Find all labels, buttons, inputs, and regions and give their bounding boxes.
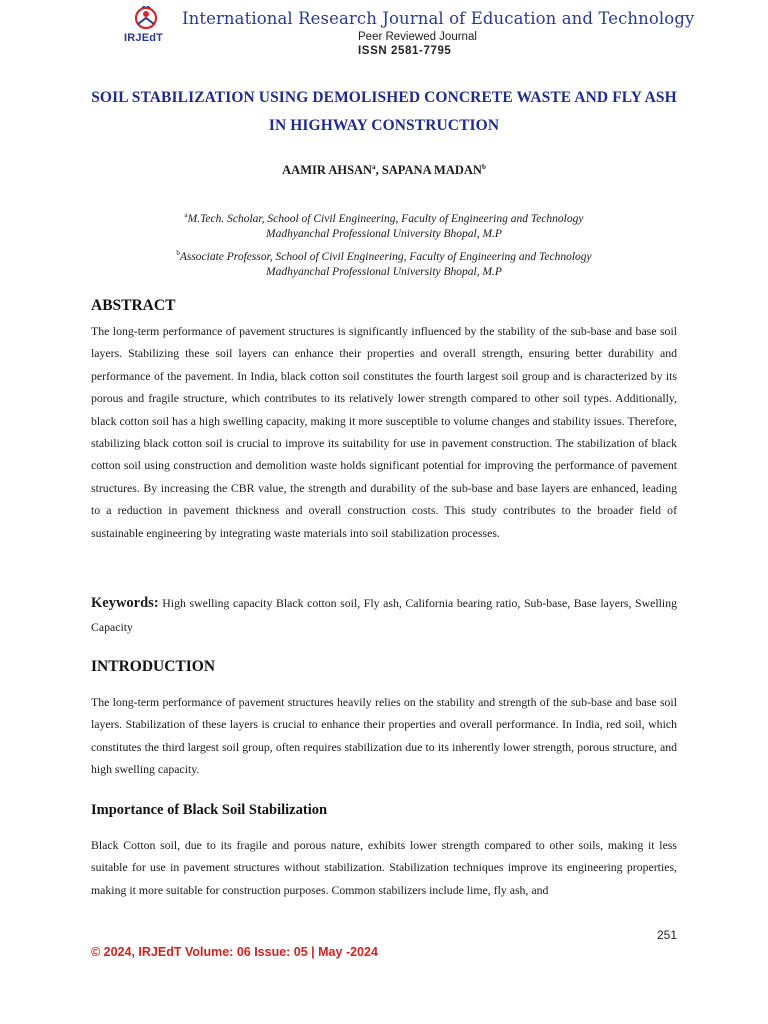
introduction-heading: INTRODUCTION — [91, 658, 216, 675]
logo-text: IRJEdT — [124, 32, 164, 44]
abstract-heading: ABSTRACT — [91, 297, 176, 314]
black-soil-text: Black Cotton soil, due to its fragile and porous nature, exhibits lower strength compared to other soils, making it less suitable for use in pavement structures without stabilization. Stabilization techniques improve its engineering properties, making it more suitable for construction purposes. Common stabilizers include lime, fly ash, and — [91, 838, 677, 897]
affiliation-1-line-1 — [60, 208, 708, 227]
affiliation-2-text: Associate Professor, School of Civil Engineering, Faculty of Engineering and Technology — [179, 250, 592, 263]
author-list — [60, 163, 708, 178]
peer-reviewed-label: Peer Reviewed Journal — [358, 31, 477, 43]
paper-title — [60, 84, 708, 140]
keywords-section — [91, 591, 677, 639]
affiliation-2-line-1 — [60, 246, 708, 265]
keywords-text: High swelling capacity Black cotton soil, Fly ash, California bearing ratio, Sub-base, Base layers, Swelling Capacity — [91, 596, 677, 634]
author-2-marker: b — [481, 163, 486, 171]
keywords-label: Keywords: — [91, 595, 159, 611]
affiliation-2-marker: b — [176, 249, 180, 257]
author-1-marker: a — [372, 163, 376, 171]
author-2: SAPANA MADAN — [381, 163, 482, 178]
journal-header — [0, 0, 768, 64]
black-soil-heading: Importance of Black Soil Stabilization — [91, 802, 328, 818]
author-1: AAMIR AHSAN — [282, 163, 373, 178]
journal-name: International Research Journal of Education and Technology — [182, 9, 695, 28]
affiliation-1 — [60, 208, 708, 242]
affiliation-1-line-2: Madhyanchal Professional University Bhopal, M.P — [266, 227, 502, 240]
title-line-2: IN HIGHWAY CONSTRUCTION — [268, 117, 500, 134]
affiliation-1-marker: a — [184, 211, 188, 219]
introduction-text: The long-term performance of pavement structures heavily relies on the stability and strength of the sub-base and base soil layers. Stabilization of these layers is crucial to enhance their properties and overall performance. In India, red soil, which constitutes the third largest soil group, often requires stabilization due to its inherently lower strength, porous structure, and high swelling capacity. — [91, 695, 677, 777]
author-separator: , — [375, 163, 382, 178]
issn-label: ISSN 2581-7795 — [358, 45, 452, 57]
page-number: 251 — [657, 928, 678, 942]
affiliation-2 — [60, 246, 708, 280]
abstract-text: The long-term performance of pavement structures is significantly influenced by the stability of the sub-base and base soil layers. Stabilizing these soil layers can enhance their properties and overall strength, ensuring better durability and performance of the pavement. In India, black cotton soil constitutes the fourth largest soil group and is characterized by its porous and fragile structure, which contributes to its relatively lower strength compared to other soil types. Additionally, black cotton soil has a high swelling capacity, making it more susceptible to volume changes and stability issues. Therefore, stabilizing black cotton soil is crucial to improve its suitability for use in pavement construction. The stabilization of black cotton soil using construction and demolition waste holds significant potential for improving the performance of pavement structures. By increasing the CBR value, the strength and durability of the sub-base and base layers are enhanced, leading to a reduction in pavement thickness and overall construction costs. This study contributes to the broader field of sustainable engineering by integrating waste materials into soil stabilization processes. — [91, 324, 677, 540]
affiliation-1-text: M.Tech. Scholar, School of Civil Engineering, Faculty of Engineering and Technology — [187, 212, 584, 225]
footer-copyright: © 2024, IRJEdT Volume: 06 Issue: 05 | May -2024 — [91, 945, 378, 959]
affiliation-2-line-2: Madhyanchal Professional University Bhopal, M.P — [266, 265, 502, 278]
title-line-1: SOIL STABILIZATION USING DEMOLISHED CONCRETE WASTE AND FLY ASH — [91, 89, 677, 106]
